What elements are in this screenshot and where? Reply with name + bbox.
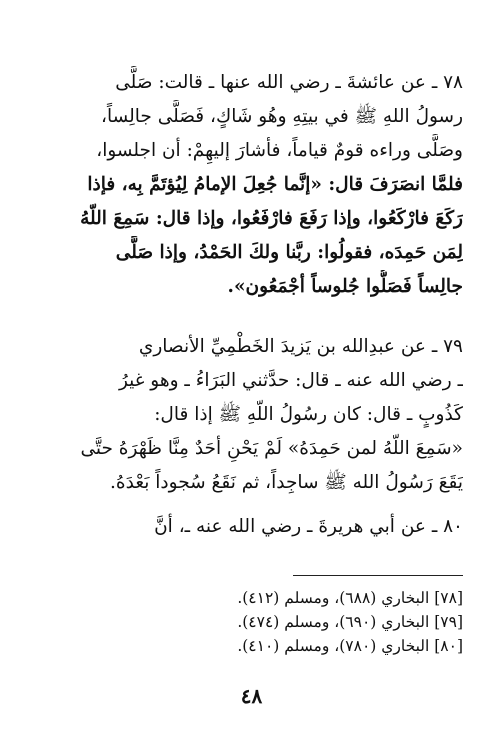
footnote-80: [٨٠] البخاري (٧٨٠)، ومسلم (٤١٠). xyxy=(237,637,463,655)
footnote-divider xyxy=(293,575,463,576)
hadith-78-line-7: جالِساً فَصَلُّوا جُلوساً أجْمَعُون». xyxy=(227,276,463,297)
hadith-78-line-4: فلمَّا انصَرَفَ قال: «إنَّما جُعِلَ الإمامُ لِيُؤتَمَّ بِه، فإذا xyxy=(87,174,463,195)
hadith-80-paragraph xyxy=(33,510,463,544)
hadith-78-line-3: وصَلَّى وراءه قومٌ قياماً، فأشارَ إليهِمْ: أن اجلسوا، xyxy=(96,140,463,161)
hadith-78-paragraph xyxy=(33,66,463,304)
hadith-79-paragraph xyxy=(33,330,463,500)
hadith-78-line-6: لِمَن حَمِدَه، فقولُوا: ربَّنا ولكَ الحَمْدُ، وإذا صَلَّى xyxy=(115,242,463,263)
footnote-79: [٧٩] البخاري (٦٩٠)، ومسلم (٤٧٤). xyxy=(237,613,463,631)
page-number: ٤٨ xyxy=(240,684,263,708)
hadith-78-line-2: رسولُ اللهِ ﷺ في بيتِهِ وهُو شَاكٍ، فَصَلَّى جالِساً، xyxy=(101,106,463,127)
hadith-78-line-1: ٧٨ ـ عن عائشةَ ـ رضي الله عنها ـ قالت: صَلَّى xyxy=(115,72,463,93)
hadith-79-line-2: ـ رضي الله عنه ـ قال: حدَّثني البَرَاءُ ـ وهو غيرُ xyxy=(118,370,463,391)
hadith-80-line-1: ٨٠ ـ عن أبي هريرةَ ـ رضي الله عنه ـ، أنَّ xyxy=(154,516,463,537)
hadith-79-line-3: كَذُوبٍ ـ قال: كان رسُولُ اللّهِ ﷺ إذا قال: xyxy=(154,404,463,425)
footnote-78: [٧٨] البخاري (٦٨٨)، ومسلم (٤١٢). xyxy=(237,589,463,607)
hadith-79-line-1: ٧٩ ـ عن عبدِالله بن يَزيدَ الخَطْمِيِّ الأنصاري xyxy=(138,336,463,357)
hadith-79-line-5: يَقَعَ رَسُولُ الله ﷺ ساجِداً، ثم نَقَعُ سُجوداً بَعْدَهُ. xyxy=(110,472,463,493)
footnotes-list xyxy=(33,586,463,658)
hadith-79-line-4: «سَمِعَ اللّهُ لمن حَمِدَهُ» لَمْ يَحْنِ أحَدٌ مِنَّا ظَهْرَهُ حتَّى xyxy=(80,438,463,459)
hadith-78-line-5: رَكَعَ فارْكَعُوا، وإذا رَفَعَ فارْفَعُوا، وإذا قال: سَمِعَ اللّهُ xyxy=(80,208,463,229)
